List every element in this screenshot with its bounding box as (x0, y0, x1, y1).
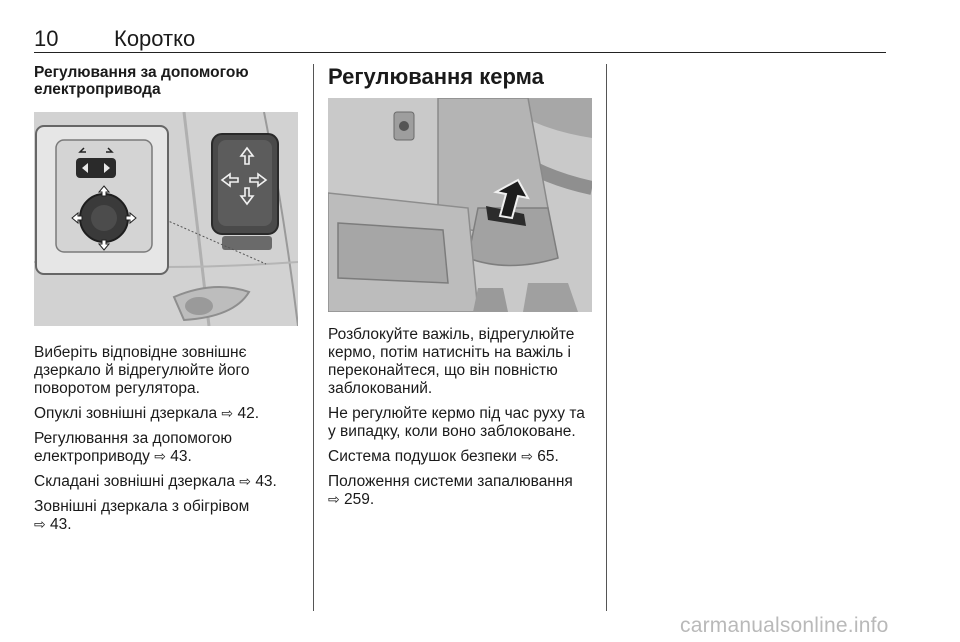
paragraph-airbag-system: Система подушок безпеки ⇨ 65. (328, 448, 559, 465)
page-reference-arrow-icon: ⇨ (328, 492, 340, 508)
page-reference-link[interactable]: 43. (50, 516, 72, 533)
right-text-block (328, 326, 594, 509)
paragraph-select-mirror: Виберіть відповідне зовнішнє дзеркало й відрегулюйте його поворотом регулятора. (34, 344, 250, 397)
page-number: 10 (34, 26, 59, 51)
page-reference-link[interactable]: 259. (344, 491, 375, 508)
paragraph-folding-mirrors: Складані зовнішні дзеркала ⇨ 43. (34, 473, 277, 490)
left-text-block (34, 344, 298, 534)
page-reference-link[interactable]: 65. (537, 448, 559, 465)
left-column (34, 64, 298, 534)
page-reference-arrow-icon: ⇨ (34, 517, 46, 533)
column-divider-right (606, 64, 607, 611)
page-reference-link[interactable]: 43. (170, 448, 192, 465)
paragraph-electric-adjust: Регулювання за допомогою електроприводу ⇨ 43. (34, 430, 233, 465)
page-reference-link[interactable]: 43. (255, 473, 277, 490)
page-reference-arrow-icon: ⇨ (221, 406, 234, 422)
column-divider-left (313, 64, 314, 611)
paragraph-heated-mirrors: Зовнішні дзеркала з обігрівом ⇨ 43. (34, 498, 250, 533)
paragraph-warning-driving: Не регулюйте кермо під час руху та у випадку, коли воно заблоковане. (328, 405, 585, 440)
page-reference-link[interactable]: 42. (237, 405, 260, 422)
paragraph-convex-mirrors: Опуклі зовнішні дзеркала ⇨ 42. (34, 405, 260, 422)
page-header (34, 27, 886, 53)
page-reference-arrow-icon: ⇨ (521, 449, 533, 465)
page-reference-arrow-icon: ⇨ (239, 474, 251, 490)
section-subheading: Регулювання за допомогою електропривода (34, 64, 249, 98)
page-reference-arrow-icon: ⇨ (154, 449, 166, 465)
right-column (328, 64, 594, 509)
chapter-title: Коротко (114, 26, 196, 51)
paragraph-ignition-positions: Положення системи запалювання ⇨ 259. (328, 473, 573, 508)
paragraph-unlock-lever: Розблокуйте важіль, відрегулюйте кермо, потім натисніть на важіль і переконайтеся, що він повністю заблокований. (328, 326, 575, 397)
watermark-text: carmanualsonline.info (680, 614, 889, 637)
section-heading: Регулювання керма (328, 64, 544, 89)
steering-adjust-illustration (328, 98, 592, 312)
mirror-control-illustration (34, 112, 298, 326)
